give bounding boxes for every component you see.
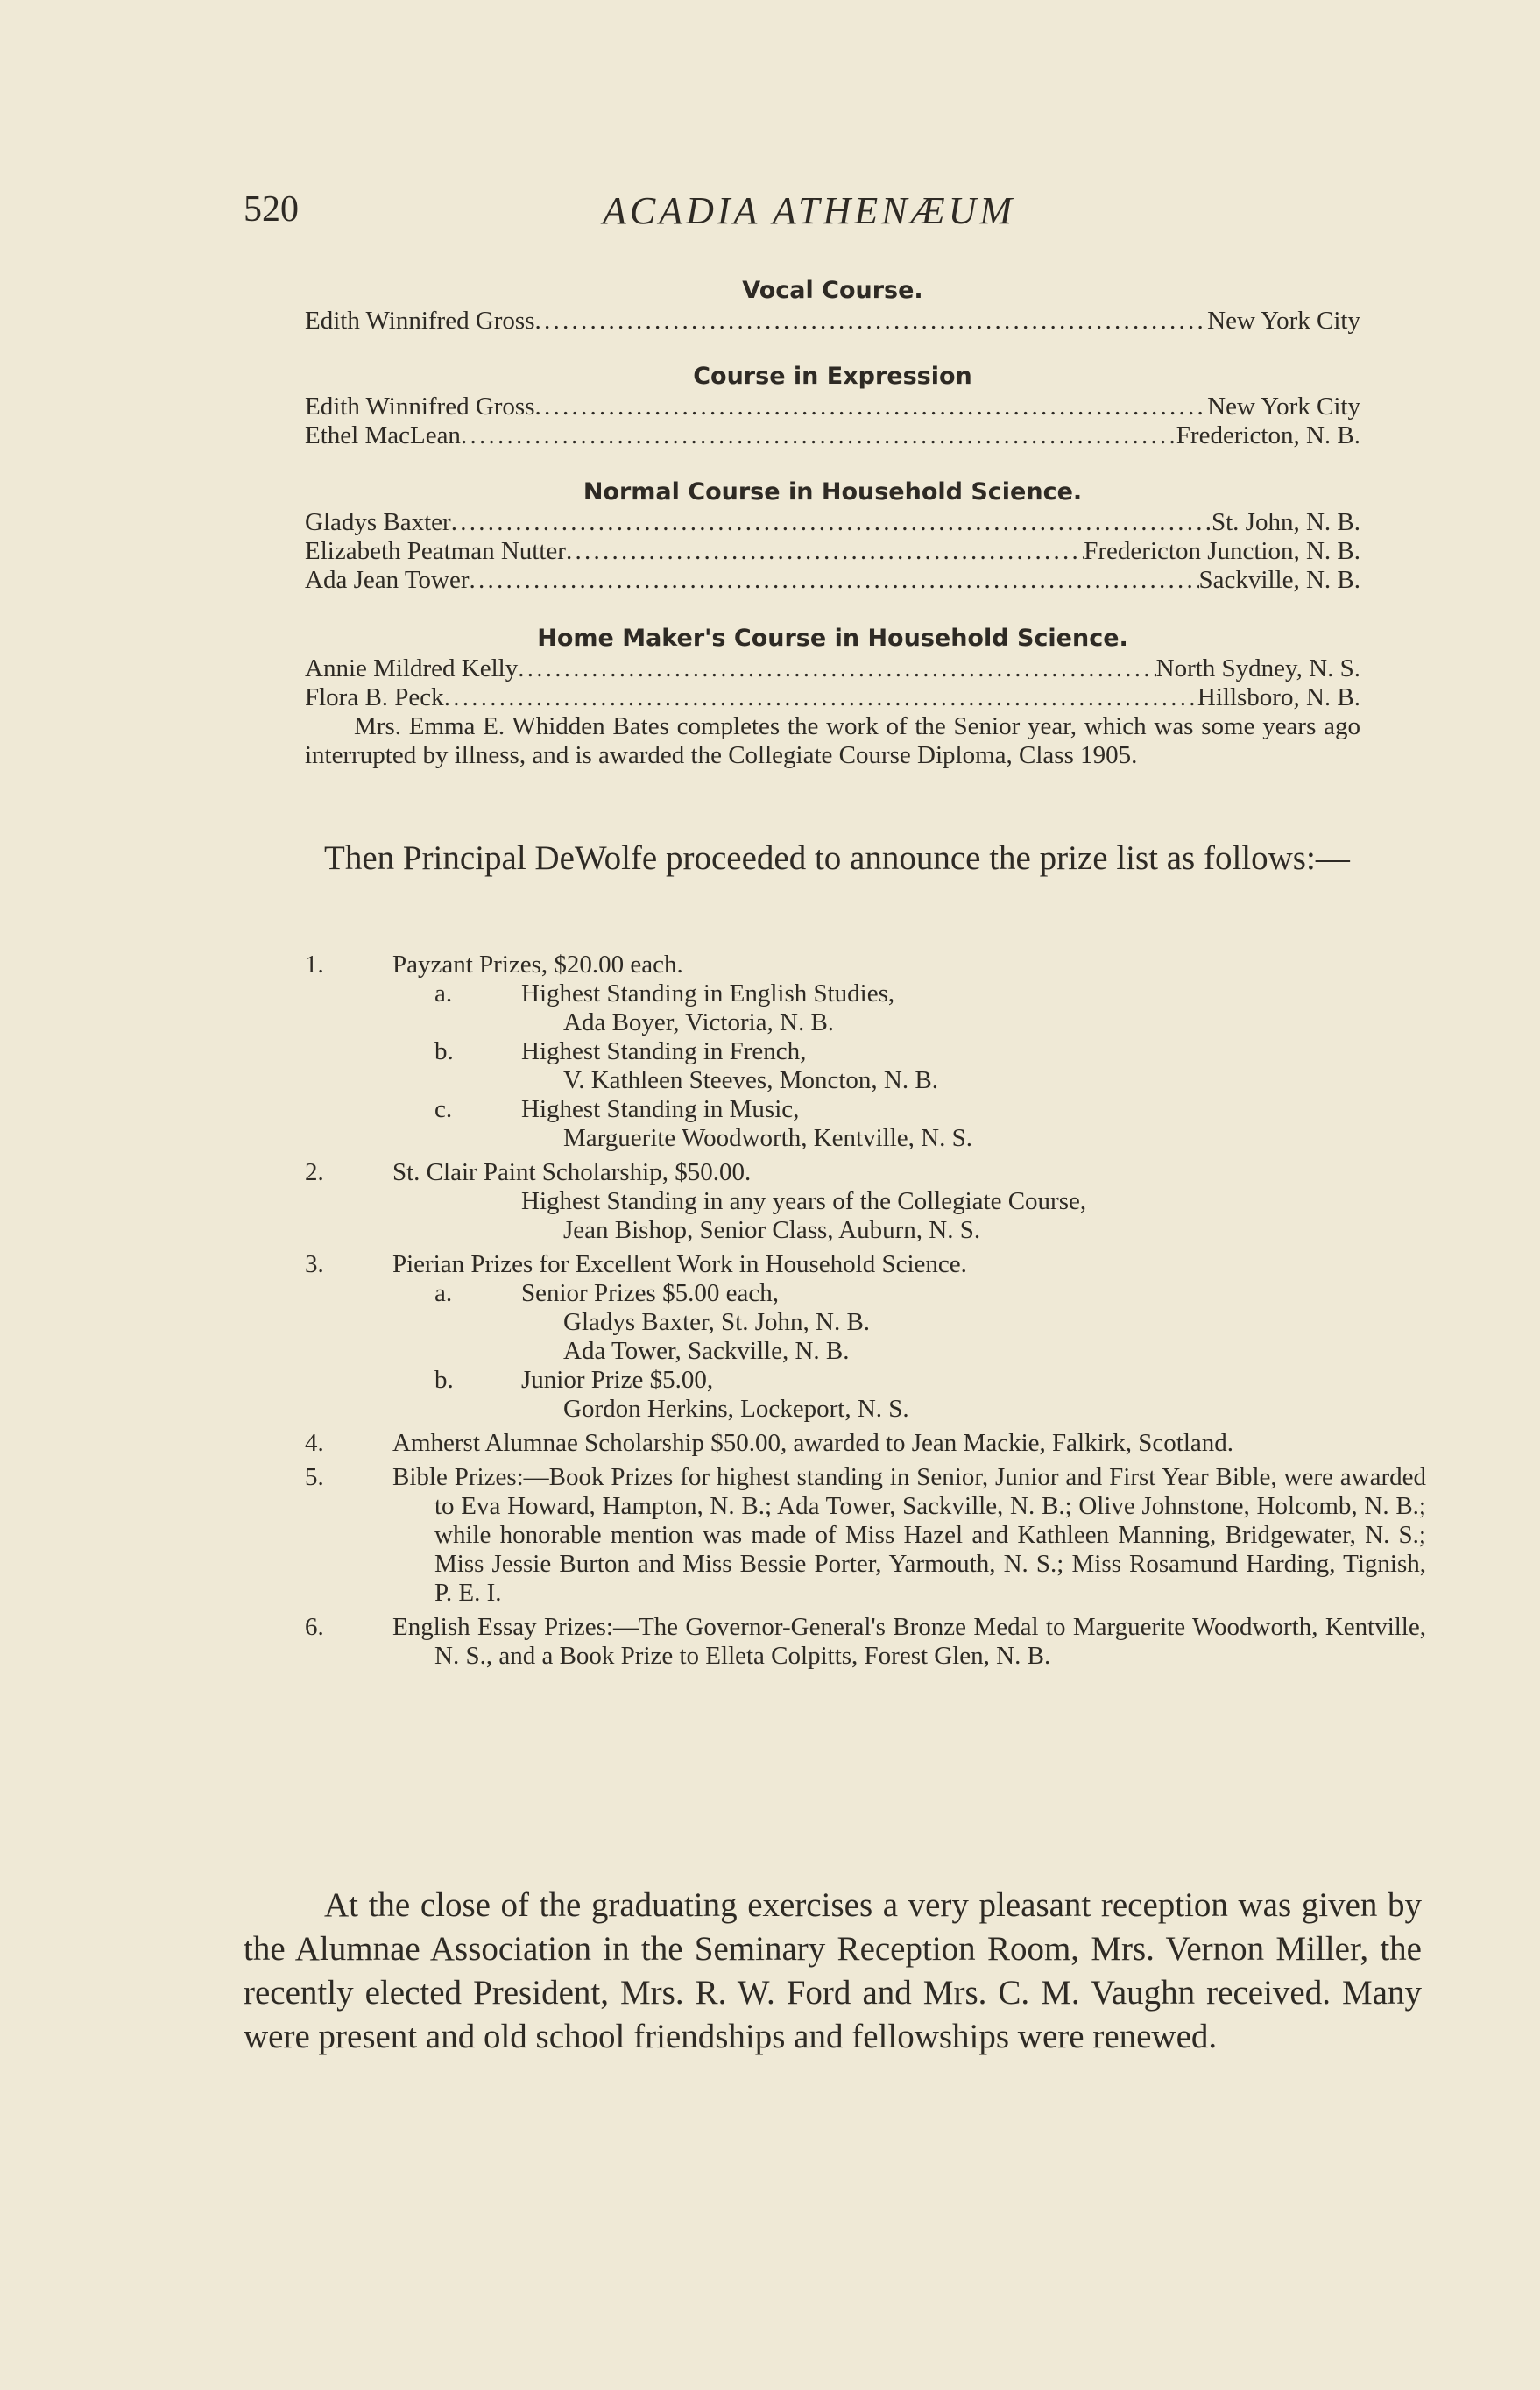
prize-number: 1.	[305, 951, 324, 979]
prize-item	[305, 1250, 1426, 1424]
prize-number: 3.	[305, 1250, 324, 1278]
graduate-entry: Ada Jean Tower . . . Sackville, N. B.	[305, 566, 1360, 595]
prize-item	[305, 1613, 1426, 1671]
prize-list	[305, 951, 1426, 1671]
prize-number: 4.	[305, 1429, 324, 1457]
section-title: Course in Expression	[693, 363, 972, 390]
graduate-entry: Gladys Baxter . . . St. John, N. B.	[305, 508, 1360, 537]
running-head: ACADIA ATHENÆUM	[603, 189, 1016, 232]
closing-paragraph: At the close of the graduating exercises a very pleasant reception was given by the Alumnae Association in the Seminary Reception Room, Mrs. Vernon Miller, the recently elected President, Mrs. R. W. Ford and Mrs. C. M. Vaughn received. Many were present and old school friendships and fellowships were renewed.	[244, 1886, 1422, 2055]
prize-intro: Then Principal DeWolfe proceeded to announce the prize list as follows:—	[324, 839, 1350, 877]
prize-item	[305, 1429, 1426, 1458]
prize-text: Bible Prizes:—Book Prizes for highest standing in Senior, Junior and First Year Bible, were awarded to Eva Howard, Hampton, N. B.; Ada Tower, Sackville, N. B.; Olive Johnstone, Holcomb, N. B.; while honorable mention was made of Miss Hazel and Kathleen Manning, Bridgewater, N. S.; Miss Jessie Burton and Miss Bessie Porter, Yarmouth, N. S.; Miss Rosamund Harding, Tignish, P. E. I.	[392, 1463, 1426, 1607]
graduate-entry: Edith Winnifred Gross . . . New York City	[305, 392, 1360, 421]
prize-subitem: a. Senior Prizes $5.00 each, Gladys Baxter, St. John, N. B. Ada Tower, Sackville, N. B.	[434, 1279, 871, 1365]
prize-text: English Essay Prizes:—The Governor-General's Bronze Medal to Marguerite Woodworth, Kentville, N. S., and a Book Prize to Elleta Colpitts, Forest Glen, N. B.	[392, 1613, 1426, 1670]
prize-title: St. Clair Paint Scholarship, $50.00.	[392, 1158, 752, 1186]
prize-subitem: c. Highest Standing in Music, Marguerite Woodworth, Kentville, N. S.	[434, 1095, 972, 1152]
prize-title: Pierian Prizes for Excellent Work in Household Science.	[392, 1250, 967, 1278]
prize-title: Payzant Prizes, $20.00 each.	[392, 951, 683, 979]
graduate-entry: Flora B. Peck . . . Hillsboro, N. B.	[305, 683, 1360, 712]
graduate-entry: Ethel MacLean . . . Fredericton, N. B.	[305, 421, 1360, 450]
section-normal-course	[305, 477, 1360, 595]
prize-subitem: b. Highest Standing in French, V. Kathleen Steeves, Moncton, N. B.	[434, 1037, 938, 1094]
page-number: 520	[244, 189, 299, 230]
section-home-makers-course	[305, 624, 1360, 770]
graduate-entry: Annie Mildred Kelly . . . North Sydney, N. S.	[305, 654, 1360, 683]
prize-subitem: b. Junior Prize $5.00, Gordon Herkins, Lockeport, N. S.	[434, 1366, 909, 1423]
prize-item	[305, 951, 1426, 1153]
graduate-entry: Edith Winnifred Gross . . . New York City	[305, 307, 1360, 336]
prize-subitem: a. Highest Standing in English Studies, Ada Boyer, Victoria, N. B.	[434, 979, 895, 1036]
section-vocal-course	[305, 276, 1360, 336]
prize-item	[305, 1463, 1426, 1608]
prize-text: Amherst Alumnae Scholarship $50.00, awarded to Jean Mackie, Falkirk, Scotland.	[392, 1429, 1234, 1457]
section-title: Vocal Course.	[742, 277, 923, 304]
prize-number: 2.	[305, 1158, 324, 1186]
prize-item: 2. St. Clair Paint Scholarship, $50.00. Highest Standing in any years of the Collegiate Course, Jean Bishop, Senior Class, Auburn, N. S.	[305, 1158, 1426, 1245]
section-title: Home Maker's Course in Household Science.	[537, 625, 1128, 652]
whidden-note: Mrs. Emma E. Whidden Bates completes the work of the Senior year, which was some years ago interrupted by illness, and is awarded the Collegiate Course Diploma, Class 1905.	[305, 712, 1360, 769]
prize-number: 6.	[305, 1613, 324, 1641]
section-title: Normal Course in Household Science.	[583, 478, 1083, 506]
graduate-entry: Elizabeth Peatman Nutter . . . Fredericton Junction, N. B.	[305, 537, 1360, 566]
prize-number: 5.	[305, 1463, 324, 1491]
section-course-in-expression	[305, 362, 1360, 450]
page-header	[244, 188, 1365, 241]
